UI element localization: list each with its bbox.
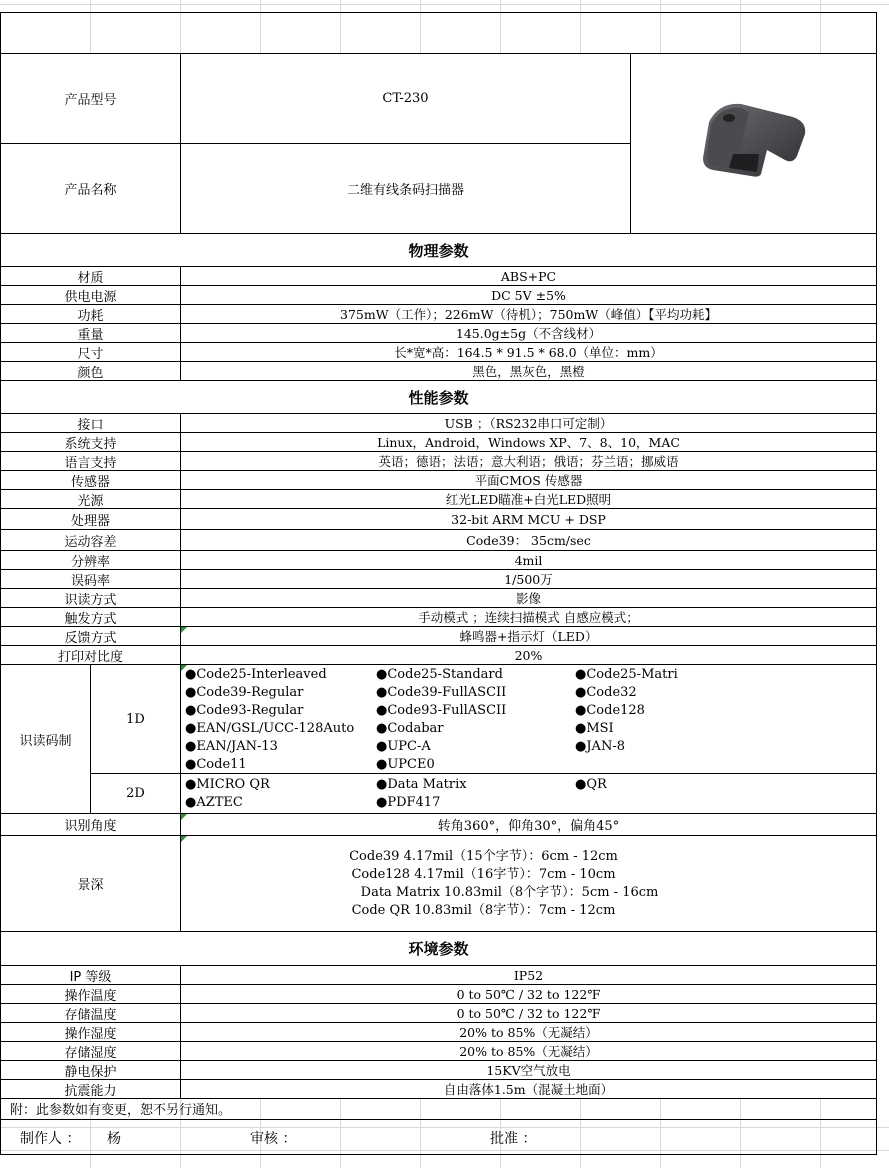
symbology-2d-label: 2D bbox=[90, 773, 181, 814]
table-row-label: 误码率 bbox=[0, 569, 181, 589]
table-row-value: 32-bit ARM MCU + DSP bbox=[180, 508, 877, 530]
table-row-label: 材质 bbox=[0, 266, 181, 286]
table-row-label: 操作湿度 bbox=[0, 1022, 181, 1042]
table-row-value: 1/500万 bbox=[180, 569, 877, 589]
symbology-1d-list bbox=[180, 664, 877, 774]
table-row-value: 影像 bbox=[180, 588, 877, 608]
barcode-scanner-image bbox=[689, 94, 819, 194]
list-item: ●JAN-8 bbox=[575, 739, 625, 754]
table-row-label: 颜色 bbox=[0, 361, 181, 381]
table-row-label: 系统支持 bbox=[0, 432, 181, 452]
table-row-value: DC 5V ±5% bbox=[180, 285, 877, 305]
table-row-value: 自由落体1.5m（混凝土地面） bbox=[180, 1079, 877, 1099]
table-row-value: USB ；（RS232串口可定制） bbox=[180, 413, 877, 433]
table-row-value: 375mW（工作）；226mW（待机）；750mW（峰值）【平均功耗】 bbox=[180, 304, 877, 324]
table-row-value: 英语；德语；法语；意大利语；俄语；芬兰语；挪威语 bbox=[180, 451, 877, 471]
symbology-2d-list bbox=[180, 773, 877, 814]
table-row-label: IP 等级 bbox=[0, 965, 181, 985]
list-item: ●EAN/JAN-13 bbox=[185, 739, 278, 754]
section-physical: 物理参数 bbox=[0, 233, 877, 267]
list-item: ●MSI bbox=[575, 721, 614, 736]
dof-line: Data Matrix 10.83mil（8个字节）：5cm - 16cm bbox=[360, 884, 659, 900]
symbology-label: 识读码制 bbox=[0, 664, 91, 814]
table-row-label: 操作温度 bbox=[0, 984, 181, 1004]
table-row-value: 20% to 85%（无凝结） bbox=[180, 1041, 877, 1061]
table-row-value: 145.0g±5g（不含线材） bbox=[180, 323, 877, 343]
table-row-value: 长*宽*高：164.5 * 91.5 * 68.0（单位：mm） bbox=[180, 342, 877, 362]
table-row-value: ABS+PC bbox=[180, 266, 877, 286]
list-item: ●Code93-FullASCII bbox=[376, 703, 507, 718]
table-row-label: 运动容差 bbox=[0, 529, 181, 551]
symbology-1d-col1 bbox=[185, 666, 354, 774]
table-row-label: 静电保护 bbox=[0, 1060, 181, 1080]
dof-line: Code QR 10.83mil（8字节）：7cm - 12cm bbox=[351, 902, 616, 918]
list-item: ●Code25-Matri bbox=[575, 667, 678, 682]
table-row-value: IP52 bbox=[180, 965, 877, 985]
table-row-label: 传感器 bbox=[0, 470, 181, 490]
table-row-label: 存储湿度 bbox=[0, 1041, 181, 1061]
table-row-value: 黑色，黑灰色，黑橙 bbox=[180, 361, 877, 381]
dof-label: 景深 bbox=[0, 835, 181, 932]
table-row-label: 重量 bbox=[0, 323, 181, 343]
table-row-label: 反馈方式 bbox=[0, 626, 181, 646]
symbology-2d-col3 bbox=[575, 776, 607, 794]
list-item: ●MICRO QR bbox=[185, 777, 270, 792]
table-row-label: 供电电源 bbox=[0, 285, 181, 305]
symbology-2d-col2 bbox=[376, 776, 467, 812]
table-row-value: 4mil bbox=[180, 550, 877, 570]
table-row-label: 功耗 bbox=[0, 304, 181, 324]
table-row-value: 蜂鸣器+指示灯（LED） bbox=[180, 626, 877, 646]
angle-label: 识别角度 bbox=[0, 813, 181, 836]
list-item: ●Code39-Regular bbox=[185, 685, 304, 700]
section-environment: 环境参数 bbox=[0, 931, 877, 966]
list-item: ●Code128 bbox=[575, 703, 645, 718]
dof-line: Code39 4.17mil（15个字节）：6cm - 12cm bbox=[349, 848, 618, 864]
angle-value: 转角360°，仰角30°，偏角45° bbox=[180, 813, 877, 836]
list-item: ●Code25-Standard bbox=[376, 667, 503, 682]
list-item: ●EAN/GSL/UCC-128Auto bbox=[185, 721, 355, 736]
maker-label: 制作人 ： bbox=[20, 1131, 81, 1147]
table-row-label: 尺寸 bbox=[0, 342, 181, 362]
symbology-1d-label: 1D bbox=[90, 664, 181, 774]
review-label: 审核 ： bbox=[250, 1131, 297, 1147]
table-row-value: 平面CMOS 传感器 bbox=[180, 470, 877, 490]
symbology-1d-col2 bbox=[376, 666, 506, 774]
table-row-label: 触发方式 bbox=[0, 607, 181, 627]
maker-value: 杨 bbox=[107, 1131, 121, 1147]
list-item: ●Codabar bbox=[376, 721, 444, 736]
table-row-label: 接口 bbox=[0, 413, 181, 433]
list-item: ●Code93-Regular bbox=[185, 703, 304, 718]
list-item: ●AZTEC bbox=[185, 795, 243, 810]
list-item: ●Code11 bbox=[185, 757, 247, 772]
table-row-value: 手动模式 ；连续扫描模式 自感应模式； bbox=[180, 607, 877, 627]
table-row-value: 0 to 50℃ / 32 to 122℉ bbox=[180, 1003, 877, 1023]
approve-label: 批准 ： bbox=[490, 1131, 537, 1147]
name-value: 二维有线条码扫描器 bbox=[180, 143, 631, 234]
section-performance: 性能参数 bbox=[0, 380, 877, 414]
list-item: ●Data Matrix bbox=[376, 777, 467, 792]
model-label: 产品型号 bbox=[0, 53, 181, 144]
list-item: ●Code39-FullASCII bbox=[376, 685, 507, 700]
table-row-label: 处理器 bbox=[0, 508, 181, 530]
model-value: CT-230 bbox=[180, 53, 631, 144]
table-row-label: 分辨率 bbox=[0, 550, 181, 570]
notice-text: 附：此参数如有变更，恕不另行通知。 bbox=[10, 1103, 232, 1118]
symbology-1d-col3 bbox=[575, 666, 678, 756]
symbology-2d-col1 bbox=[185, 776, 270, 812]
list-item: ●QR bbox=[575, 777, 607, 792]
table-row-value: Code39： 35cm/sec bbox=[180, 529, 877, 551]
notice-divider bbox=[0, 1119, 877, 1120]
list-item: ●Code32 bbox=[575, 685, 637, 700]
list-item: ●UPC-A bbox=[376, 739, 431, 754]
table-row-value: 0 to 50℃ / 32 to 122℉ bbox=[180, 984, 877, 1004]
dof-line: Code128 4.17mil（16字节）：7cm - 10cm bbox=[351, 866, 616, 882]
name-label: 产品名称 bbox=[0, 143, 181, 234]
table-row-label: 光源 bbox=[0, 489, 181, 509]
table-row-label: 语言支持 bbox=[0, 451, 181, 471]
table-row-value: 20% bbox=[180, 645, 877, 665]
dof-values bbox=[180, 835, 877, 932]
product-image-cell bbox=[630, 53, 877, 234]
table-row-label: 识读方式 bbox=[0, 588, 181, 608]
list-item: ●Code25-Interleaved bbox=[185, 667, 327, 682]
table-row-value: 红光LED瞄准+白光LED照明 bbox=[180, 489, 877, 509]
table-row-label: 打印对比度 bbox=[0, 645, 181, 665]
table-row-value: 20% to 85%（无凝结） bbox=[180, 1022, 877, 1042]
table-row-value: Linux，Android，Windows XP、7、8、10，MAC bbox=[180, 432, 877, 452]
list-item: ●PDF417 bbox=[376, 795, 441, 810]
table-row-label: 抗震能力 bbox=[0, 1079, 181, 1099]
table-row-label: 存储温度 bbox=[0, 1003, 181, 1023]
list-item: ●UPCE0 bbox=[376, 757, 435, 772]
table-row-value: 15KV空气放电 bbox=[180, 1060, 877, 1080]
